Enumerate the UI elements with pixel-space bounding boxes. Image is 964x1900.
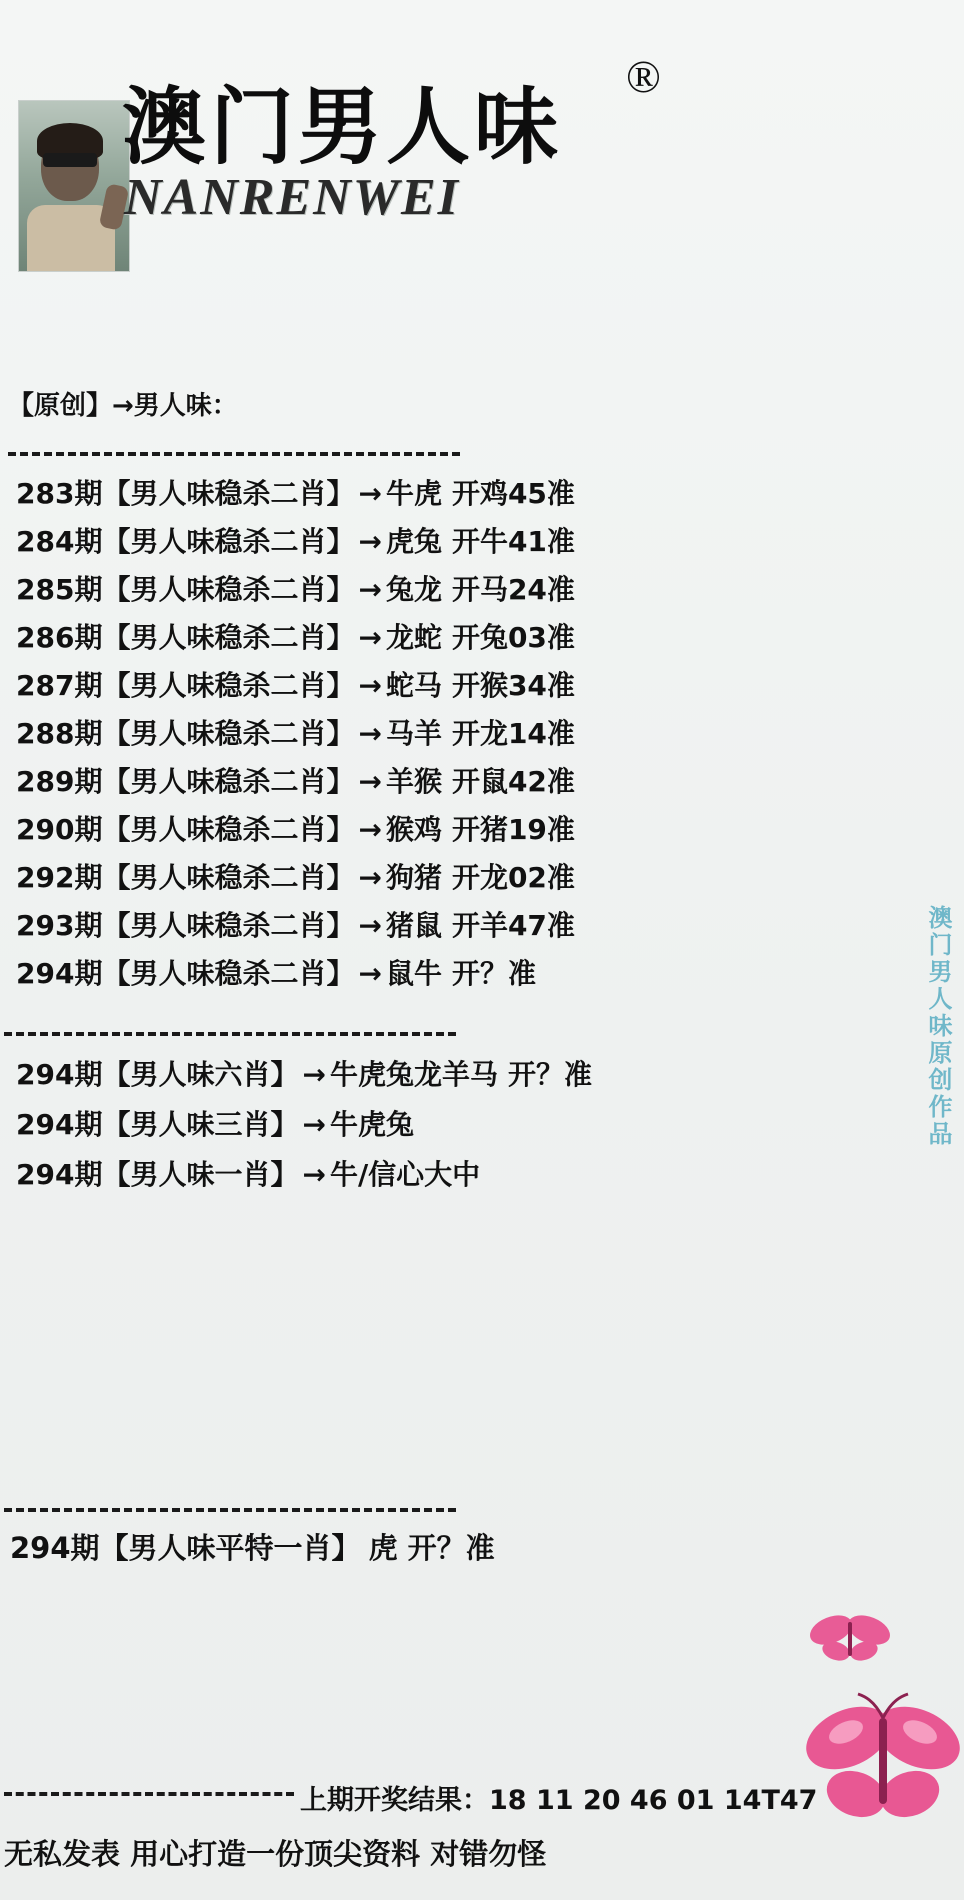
item-result: 开？准	[451, 957, 536, 990]
item-pick: 兔龙	[385, 573, 442, 606]
item-title: 【男人味稳杀二肖】	[102, 717, 355, 750]
last-draw-label: 上期开奖结果：	[300, 1785, 489, 1816]
list-item	[16, 518, 946, 566]
arrow-icon: →	[358, 765, 382, 798]
brand-subtitle: NANRENWEI	[124, 169, 460, 226]
item-result: 开马24准	[451, 573, 575, 606]
item-pick: 狗猪	[385, 861, 442, 894]
item-issue: 286期	[16, 621, 103, 654]
list-item	[16, 950, 946, 998]
divider-3	[4, 1508, 456, 1516]
item-issue: 283期	[16, 477, 103, 510]
item-title: 【男人味六肖】	[102, 1058, 299, 1091]
list-item	[16, 806, 946, 854]
list-item	[16, 662, 946, 710]
item-pick: 虎	[368, 1531, 398, 1565]
item-pick: 牛/信心大中	[329, 1158, 481, 1191]
item-pick: 牛虎兔	[329, 1108, 414, 1141]
item-pick: 牛虎兔龙羊马	[329, 1058, 498, 1091]
item-issue: 287期	[16, 669, 103, 702]
item-issue: 288期	[16, 717, 103, 750]
list-item	[16, 710, 946, 758]
item-result: 开猴34准	[451, 669, 575, 702]
list-item	[16, 614, 946, 662]
tertiary-list	[10, 1524, 940, 1572]
item-title: 【男人味稳杀二肖】	[102, 957, 355, 990]
item-result: 开羊47准	[451, 909, 575, 942]
arrow-icon	[361, 1531, 369, 1565]
list-item	[10, 1524, 940, 1572]
item-pick: 虎兔	[385, 525, 442, 558]
item-pick: 牛虎	[385, 477, 442, 510]
list-item	[16, 854, 946, 902]
item-issue: 289期	[16, 765, 103, 798]
item-result: 开猪19准	[451, 813, 575, 846]
item-issue: 285期	[16, 573, 103, 606]
last-draw-result	[300, 1778, 817, 1817]
item-pick: 猴鸡	[385, 813, 442, 846]
list-item	[16, 758, 946, 806]
arrow-icon: →	[358, 957, 382, 990]
item-title: 【男人味稳杀二肖】	[102, 621, 355, 654]
divider-2	[4, 1032, 456, 1040]
item-issue: 294期	[10, 1531, 100, 1565]
divider-1	[8, 452, 460, 460]
arrow-icon: →	[358, 621, 382, 654]
item-pick: 马羊	[385, 717, 442, 750]
main-list	[16, 470, 946, 998]
arrow-icon: →	[358, 717, 382, 750]
sunglasses-icon	[43, 153, 97, 167]
item-title: 【男人味三肖】	[102, 1108, 299, 1141]
arrow-icon: →	[358, 909, 382, 942]
butterfly-icon-large	[800, 1690, 964, 1845]
arrow-icon: →	[358, 573, 382, 606]
item-pick: 蛇马	[385, 669, 442, 702]
item-title: 【男人味稳杀二肖】	[102, 477, 355, 510]
watermark-vertical-text: 澳门男人味原创作品	[924, 905, 952, 1148]
item-result: 开龙02准	[451, 861, 575, 894]
item-issue: 294期	[16, 1158, 103, 1191]
avatar	[18, 100, 130, 272]
item-title: 【男人味一肖】	[102, 1158, 299, 1191]
list-item	[16, 566, 946, 614]
arrow-icon: →	[302, 1158, 326, 1191]
item-issue: 290期	[16, 813, 103, 846]
list-item	[16, 902, 946, 950]
item-result: 开牛41准	[451, 525, 575, 558]
item-result: 开？准	[507, 1058, 592, 1091]
page-title: 澳门男人味	[122, 78, 563, 176]
item-result: 开龙14准	[451, 717, 575, 750]
item-title: 【男人味稳杀二肖】	[102, 909, 355, 942]
list-item	[16, 1050, 946, 1100]
item-result: 开兔03准	[451, 621, 575, 654]
item-title: 【男人味稳杀二肖】	[102, 765, 355, 798]
item-result: 开？准	[407, 1531, 495, 1565]
secondary-list	[16, 1050, 946, 1200]
arrow-icon: →	[358, 861, 382, 894]
last-draw-numbers: 18 11 20 46 01 14T47	[489, 1785, 818, 1816]
arrow-icon: →	[358, 477, 382, 510]
list-item	[16, 1100, 946, 1150]
item-issue: 284期	[16, 525, 103, 558]
item-pick: 羊猴	[385, 765, 442, 798]
item-title: 【男人味稳杀二肖】	[102, 813, 355, 846]
item-result	[480, 1158, 490, 1191]
item-result: 开鼠42准	[451, 765, 575, 798]
arrow-icon: →	[358, 525, 382, 558]
item-pick: 猪鼠	[385, 909, 442, 942]
arrow-icon: →	[302, 1108, 326, 1141]
arrow-icon: →	[302, 1058, 326, 1091]
registered-mark-icon: ®	[626, 51, 661, 102]
list-item	[16, 1150, 946, 1200]
arrow-icon: →	[358, 669, 382, 702]
arrow-icon: →	[358, 813, 382, 846]
item-result: 开鸡45准	[451, 477, 575, 510]
item-pick: 鼠牛	[385, 957, 442, 990]
item-issue: 293期	[16, 909, 103, 942]
item-issue: 294期	[16, 1108, 103, 1141]
item-issue: 292期	[16, 861, 103, 894]
item-issue: 294期	[16, 1058, 103, 1091]
header	[0, 40, 964, 280]
item-title: 【男人味稳杀二肖】	[102, 573, 355, 606]
butterfly-icon-small	[805, 1610, 895, 1675]
section-label: 【原创】→男人味：	[8, 391, 238, 421]
item-title: 【男人味稳杀二肖】	[102, 669, 355, 702]
divider-4	[4, 1792, 294, 1800]
footer-slogan: 无私发表 用心打造一份顶尖资料 对错勿怪	[4, 1837, 547, 1871]
list-item	[16, 470, 946, 518]
item-pick: 龙蛇	[385, 621, 442, 654]
item-issue: 294期	[16, 957, 103, 990]
item-title: 【男人味稳杀二肖】	[102, 861, 355, 894]
item-result	[414, 1108, 424, 1141]
item-title: 【男人味平特一肖】	[99, 1531, 361, 1565]
item-title: 【男人味稳杀二肖】	[102, 525, 355, 558]
